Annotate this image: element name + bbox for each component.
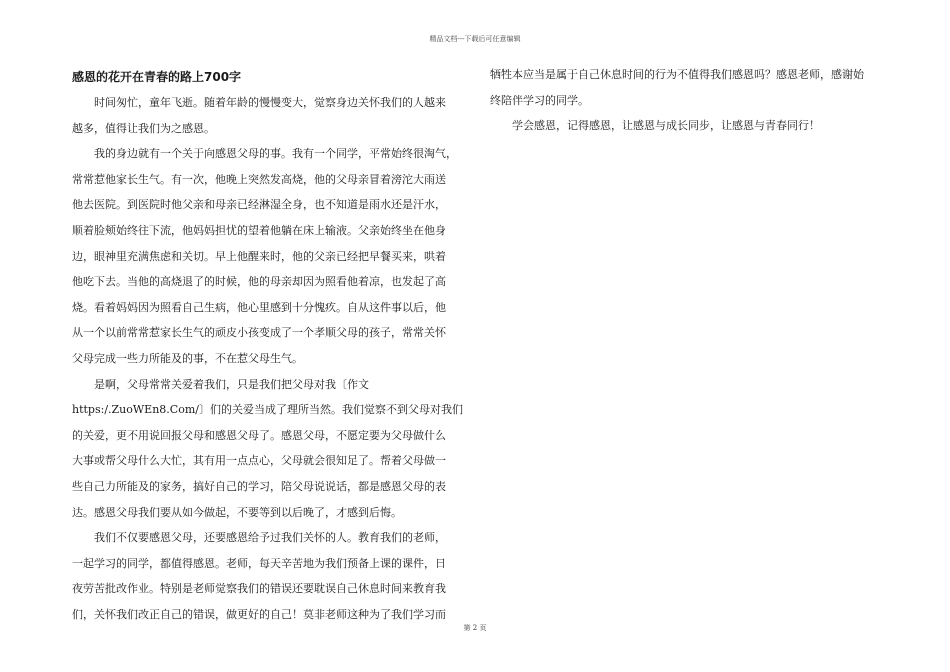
text-line: 的关爱，更不用说回报父母和感恩父母了。感恩父母，不愿定要为父母做什么 (72, 428, 446, 442)
left-column-body (72, 90, 472, 627)
text-line: 大事或帮父母什么大忙，其有用一点点心，父母就会很知足了。帮着父母做一 (72, 454, 446, 468)
text-line: 们，关怀我们改正自己的错误，做更好的自己！莫非老师这种为了我们学习而 (72, 607, 446, 621)
left-column (72, 66, 472, 627)
text-line: 学会感恩，记得感恩，让感恩与成长同步，让感恩与青春同行！ (512, 119, 820, 133)
text-line: 我们不仅要感恩父母，还要感恩给予过我们关怀的人。教育我们的老师， (94, 531, 446, 545)
text-line: 达。感恩父母我们要从如今做起，不要等到以后晚了，才感到后悔。 (72, 505, 402, 519)
text-line: 一起学习的同学，都值得感恩。老师，每天辛苦地为我们预备上课的课件，日 (72, 556, 446, 570)
text-line: 顺着脸颊始终往下流，他妈妈担忧的望着他躺在床上输液。父亲始终坐在他身 (72, 223, 446, 237)
text-line: 父母完成一些力所能及的事，不在惹父母生气。 (72, 351, 303, 365)
text-line: 是啊，父母常常关爱着我们，只是我们把父母对我〔作文 (94, 377, 369, 391)
text-line: 烧。看着妈妈因为照看自己生病，他心里感到十分愧疚。自从这件事以后，他 (72, 300, 446, 314)
page-number: 第 2 页 (463, 624, 487, 632)
text-line: 他吃下去。当他的高烧退了的时候，他的母亲却因为照看他着凉，也发起了高 (72, 275, 446, 289)
text-line: 从一个以前常常惹家长生气的顽皮小孩变成了一个孝顺父母的孩子，常常关怀 (72, 326, 446, 340)
right-column (490, 62, 890, 139)
text-line: 牺牲本应当是属于自己休息时间的行为不值得我们感恩吗？感恩老师，感谢始 (490, 68, 864, 81)
text-line: 越多，值得让我们为之感恩。 (72, 121, 215, 135)
text-line: 夜劳苦批改作业。特别是老师觉察我们的错误还要耽误自己休息时间来教育我 (72, 582, 446, 596)
text-line: 些自己力所能及的家务，搞好自己的学习，陪父母说说话，都是感恩父母的表 (72, 479, 446, 493)
text-line: 他去医院。到医院时他父亲和母亲已经淋湿全身，也不知道是雨水还是汗水， (72, 198, 446, 212)
text-line: 常常惹他家长生气。有一次，他晚上突然发高烧，他的父母亲冒着滂沱大雨送 (72, 172, 446, 186)
right-column-body (490, 62, 890, 139)
text-line: 我的身边就有一个关于向感恩父母的事。我有一个同学，平常始终很淘气， (94, 147, 457, 161)
text-line: 时间匆忙，童年飞逝。随着年龄的慢慢变大，觉察身边关怀我们的人越来 (94, 96, 446, 109)
text-line: 边，眼神里充满焦虑和关切。早上他醒来时，他的父亲已经把早餐买来，哄着 (72, 249, 446, 263)
text-line: https:/.ZuoWEn8.Com/〕们的关爱当成了理所当然。我们觉察不到父母对我们 (72, 403, 463, 417)
text-line: 终陪伴学习的同学。 (490, 93, 589, 107)
article-title: 感恩的花开在青春的路上700字 (72, 70, 242, 84)
page-header-note: 精品文档---下载后可任意编辑 (429, 35, 521, 43)
